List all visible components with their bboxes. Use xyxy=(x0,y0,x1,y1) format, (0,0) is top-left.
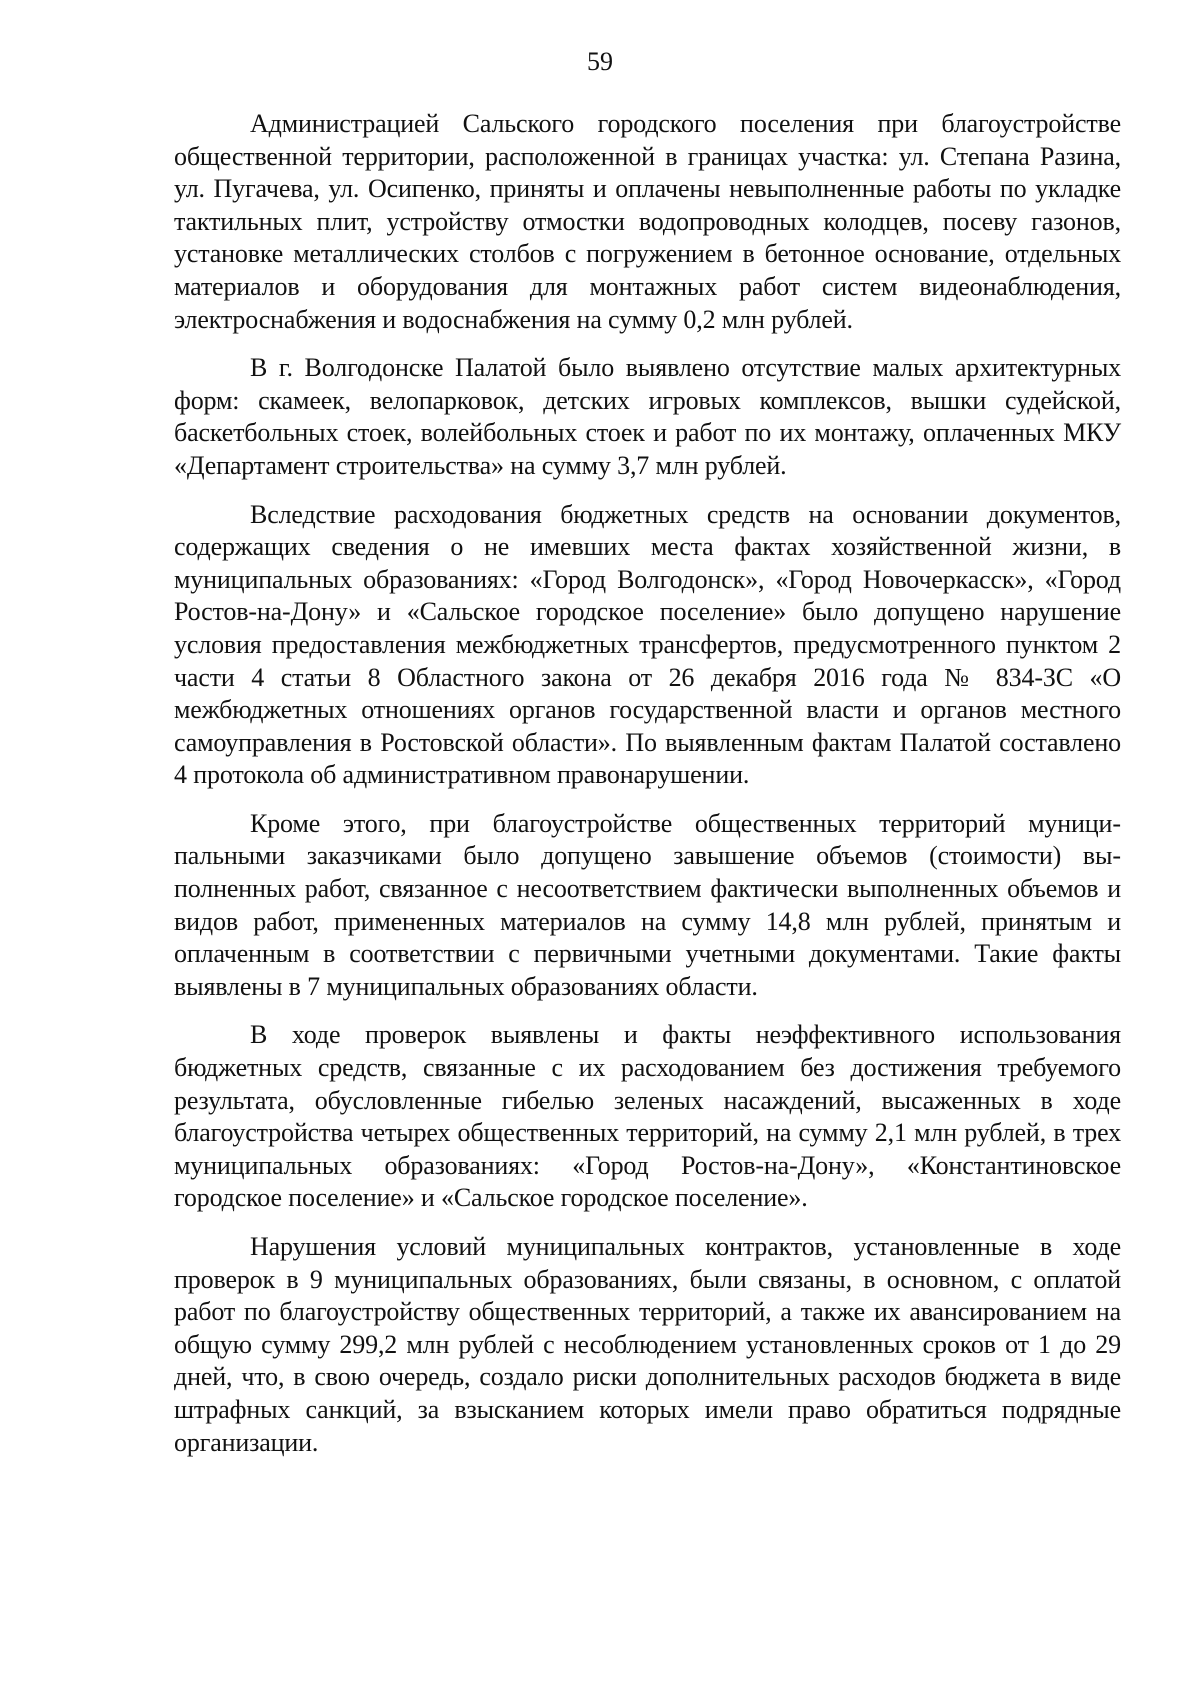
paragraph-salsk-improvement: Администрацией Сальского городского поселения при благоустройстве общественной территории, расположенной в границах участка: ул. Степана Разина, ул. Пугачева, ул. Осипенко, приняты и оплачены невыполненные работы по укладке тактильных плит, устройству отмостки водопроводных колодцев, посеву газонов, установке металлических столбов с погружением в бетонное основание, отдельных материалов и оборудования для монтажных работ систем видеонаблюдения, электроснабжения и водоснабжения на сумму 0,2 млн рублей. xyxy=(174,109,1121,334)
document-body xyxy=(174,108,1121,1475)
page-number: 59 xyxy=(587,47,613,76)
paragraph-overstated-volumes: Кроме этого, при благоустройстве общественных территорий муниципальными заказчиками было допущено завышение объемов (стоимости) выполненных работ, связанное с несоответствием фактически выполненных объемов и видов работ, примененных материалов на сумму 14,8 млн рублей, принятым и оплаченным в соответствии с первичными учетными документами. Такие факты выявлены в 7 муниципальных образованиях области. xyxy=(174,808,1121,1001)
paragraph-contract-violations: Нарушения условий муниципальных контрактов, установленные в ходе проверок в 9 муниципальных образованиях, были связаны, в основном, с оплатой работ по благоустройству общественных территорий, а также их авансированием на общую сумму 299,2 млн рублей с несоблюдением установленных сроков от 1 до 29 дней, что, в свою очередь, создало риски дополнительных расходов бюджета в виде штрафных санкций, за взысканием которых имели право обратиться подрядные организации. xyxy=(174,1232,1121,1457)
paragraph-inefficient-spending: В ходе проверок выявлены и факты неэффективного использования бюджетных средств, связанные с их расходованием без достижения требуемого результата, обусловленные гибелью зеленых насаждений, высаженных в ходе благоустройства четырех общественных территорий, на сумму 2,1 млн рублей, в трех муниципальных образованиях: «Город Ростов-на-Дону», «Константиновское городское поселение» и «Сальское городское поселение». xyxy=(174,1020,1121,1213)
paragraph-volgodonsk-forms: В г. Волгодонске Палатой было выявлено отсутствие малых архитектурных форм: скамеек, велопарковок, детских игровых комплексов, вышки судейской, баскетбольных стоек, волейбольных стоек и работ по их монтажу, оплаченных МКУ «Департамент строительства» на сумму 3,7 млн рублей. xyxy=(174,353,1121,480)
paragraph-transfer-violations: Вследствие расходования бюджетных средств на основании документов, содержащих сведения о не имевших места фактах хозяйственной жизни, в муниципальных образованиях: «Город Волгодонск», «Город Новочеркасск», «Город Ростов-на-Дону» и «Сальское городское поселение» было допущено нарушение условия предоставления межбюджетных трансфертов, предусмотренного пунктом 2 части 4 статьи 8 Областного закона от 26 декабря 2016 года № 834-ЗС «О межбюджетных отношениях органов государственной власти и органов местного самоуправления в Ростовской области». По выявленным фактам Палатой составлено 4 протокола об административном правонарушении. xyxy=(174,499,1121,790)
